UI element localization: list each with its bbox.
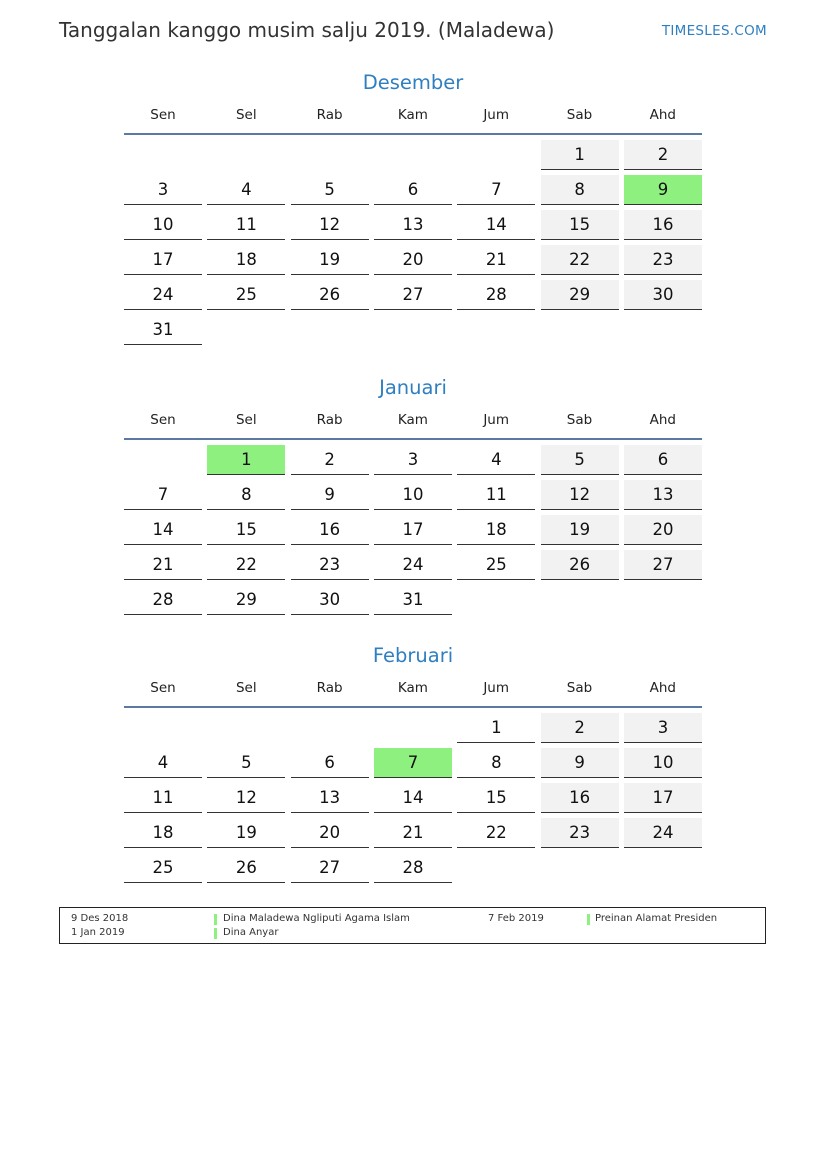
- weekday-label: Kam: [397, 680, 428, 696]
- legend-label: Dina Maladewa Ngliputi Agama Islam: [223, 913, 410, 924]
- day-cell: 27: [624, 550, 702, 580]
- day-cell: 14: [374, 783, 452, 813]
- day-cell: 27: [374, 280, 452, 310]
- legend-color-marker: [214, 914, 217, 925]
- day-grid: [124, 445, 702, 615]
- empty-day-cell: [291, 713, 369, 743]
- day-cell: 25: [124, 853, 202, 883]
- day-cell: 9: [291, 480, 369, 510]
- day-cell: 27: [291, 853, 369, 883]
- day-cell: 20: [624, 515, 702, 545]
- weekday-label: Jum: [483, 680, 510, 696]
- day-cell: 25: [207, 280, 285, 310]
- day-cell: 24: [124, 280, 202, 310]
- day-cell: 23: [624, 245, 702, 275]
- day-cell: 11: [207, 210, 285, 240]
- day-grid: [124, 713, 702, 883]
- legend-date: 1 Jan 2019: [71, 927, 125, 938]
- day-cell: 13: [291, 783, 369, 813]
- weekday-label: Sel: [235, 412, 257, 428]
- page-title: Tanggalan kanggo musim salju 2019. (Maladewa): [59, 18, 555, 42]
- day-cell: 22: [457, 818, 535, 848]
- day-cell: 2: [291, 445, 369, 475]
- day-cell: 3: [624, 713, 702, 743]
- day-cell: 1: [457, 713, 535, 743]
- day-cell: 23: [291, 550, 369, 580]
- weekday-label: Sen: [150, 107, 176, 123]
- day-cell: 26: [207, 853, 285, 883]
- day-cell: 23: [541, 818, 619, 848]
- month-calendar-february: [124, 639, 702, 883]
- weekday-label: Ahd: [649, 680, 676, 696]
- day-cell: 4: [124, 748, 202, 778]
- weekday-label: Kam: [397, 412, 428, 428]
- day-cell: 12: [541, 480, 619, 510]
- day-cell: 19: [291, 245, 369, 275]
- day-cell: 11: [124, 783, 202, 813]
- weekday-label: Kam: [397, 107, 428, 123]
- weekday-label: Ahd: [649, 412, 676, 428]
- day-cell: 3: [374, 445, 452, 475]
- day-cell: 21: [457, 245, 535, 275]
- empty-day-cell: [124, 713, 202, 743]
- day-cell: 16: [291, 515, 369, 545]
- day-cell: 7: [457, 175, 535, 205]
- day-cell: 21: [124, 550, 202, 580]
- holiday-day-cell: 1: [207, 445, 285, 475]
- day-cell: 22: [541, 245, 619, 275]
- day-cell: 2: [624, 140, 702, 170]
- day-cell: 10: [624, 748, 702, 778]
- legend-color-marker: [214, 928, 217, 939]
- legend-label: Preinan Alamat Presiden: [595, 913, 718, 924]
- weekday-label: Jum: [483, 107, 510, 123]
- day-cell: 30: [291, 585, 369, 615]
- day-cell: 31: [374, 585, 452, 615]
- day-cell: 25: [457, 550, 535, 580]
- day-cell: 26: [541, 550, 619, 580]
- month-title: Februari: [372, 644, 454, 667]
- day-cell: 6: [374, 175, 452, 205]
- empty-day-cell: [457, 140, 535, 170]
- day-cell: 6: [624, 445, 702, 475]
- weekday-header: [124, 673, 702, 708]
- day-cell: 29: [541, 280, 619, 310]
- day-cell: 6: [291, 748, 369, 778]
- day-cell: 10: [374, 480, 452, 510]
- weekday-label: Sab: [566, 412, 593, 428]
- legend-color-marker: [587, 914, 590, 925]
- day-cell: 11: [457, 480, 535, 510]
- day-cell: 31: [124, 315, 202, 345]
- weekday-label: Sel: [235, 680, 257, 696]
- empty-day-cell: [291, 140, 369, 170]
- month-title: Januari: [379, 376, 447, 399]
- day-cell: 19: [541, 515, 619, 545]
- weekday-label: Sab: [566, 680, 593, 696]
- day-cell: 12: [207, 783, 285, 813]
- day-cell: 18: [124, 818, 202, 848]
- day-cell: 28: [374, 853, 452, 883]
- weekday-label: Sab: [566, 107, 593, 123]
- day-cell: 17: [624, 783, 702, 813]
- weekday-label: Ahd: [649, 107, 676, 123]
- day-cell: 29: [207, 585, 285, 615]
- month-calendar-january: [124, 371, 702, 615]
- day-cell: 16: [624, 210, 702, 240]
- weekday-header: [124, 405, 702, 440]
- day-cell: 13: [624, 480, 702, 510]
- day-cell: 7: [124, 480, 202, 510]
- weekday-label: Jum: [483, 412, 510, 428]
- month-calendar-december: [124, 66, 702, 345]
- empty-day-cell: [207, 713, 285, 743]
- day-cell: 28: [457, 280, 535, 310]
- day-cell: 10: [124, 210, 202, 240]
- day-cell: 4: [207, 175, 285, 205]
- empty-day-cell: [207, 140, 285, 170]
- day-cell: 5: [291, 175, 369, 205]
- day-cell: 18: [457, 515, 535, 545]
- day-cell: 15: [541, 210, 619, 240]
- day-cell: 5: [207, 748, 285, 778]
- holiday-legend: [59, 907, 766, 944]
- month-title: Desember: [362, 71, 464, 94]
- day-cell: 2: [541, 713, 619, 743]
- day-cell: 5: [541, 445, 619, 475]
- weekday-label: Rab: [316, 680, 343, 696]
- weekday-label: Rab: [316, 412, 343, 428]
- day-cell: 16: [541, 783, 619, 813]
- day-cell: 26: [291, 280, 369, 310]
- holiday-day-cell: 7: [374, 748, 452, 778]
- day-cell: 30: [624, 280, 702, 310]
- day-cell: 28: [124, 585, 202, 615]
- legend-date: 7 Feb 2019: [488, 913, 544, 924]
- weekday-header: [124, 100, 702, 135]
- day-cell: 20: [374, 245, 452, 275]
- day-cell: 9: [541, 748, 619, 778]
- day-cell: 14: [457, 210, 535, 240]
- day-cell: 3: [124, 175, 202, 205]
- day-grid: [124, 140, 702, 345]
- day-cell: 8: [207, 480, 285, 510]
- day-cell: 17: [374, 515, 452, 545]
- weekday-label: Sen: [150, 680, 176, 696]
- weekday-label: Rab: [316, 107, 343, 123]
- day-cell: 24: [624, 818, 702, 848]
- empty-day-cell: [124, 445, 202, 475]
- holiday-day-cell: 9: [624, 175, 702, 205]
- day-cell: 8: [541, 175, 619, 205]
- weekday-label: Sel: [235, 107, 257, 123]
- brand-link[interactable]: TIMESLES.COM: [661, 23, 767, 39]
- day-cell: 12: [291, 210, 369, 240]
- day-cell: 21: [374, 818, 452, 848]
- legend-label: Dina Anyar: [223, 927, 279, 938]
- legend-date: 9 Des 2018: [71, 913, 129, 924]
- empty-day-cell: [124, 140, 202, 170]
- day-cell: 14: [124, 515, 202, 545]
- day-cell: 8: [457, 748, 535, 778]
- day-cell: 17: [124, 245, 202, 275]
- day-cell: 15: [207, 515, 285, 545]
- day-cell: 22: [207, 550, 285, 580]
- day-cell: 1: [541, 140, 619, 170]
- empty-day-cell: [374, 140, 452, 170]
- weekday-label: Sen: [150, 412, 176, 428]
- day-cell: 20: [291, 818, 369, 848]
- day-cell: 15: [457, 783, 535, 813]
- day-cell: 18: [207, 245, 285, 275]
- day-cell: 24: [374, 550, 452, 580]
- day-cell: 19: [207, 818, 285, 848]
- day-cell: 4: [457, 445, 535, 475]
- day-cell: 13: [374, 210, 452, 240]
- empty-day-cell: [374, 713, 452, 743]
